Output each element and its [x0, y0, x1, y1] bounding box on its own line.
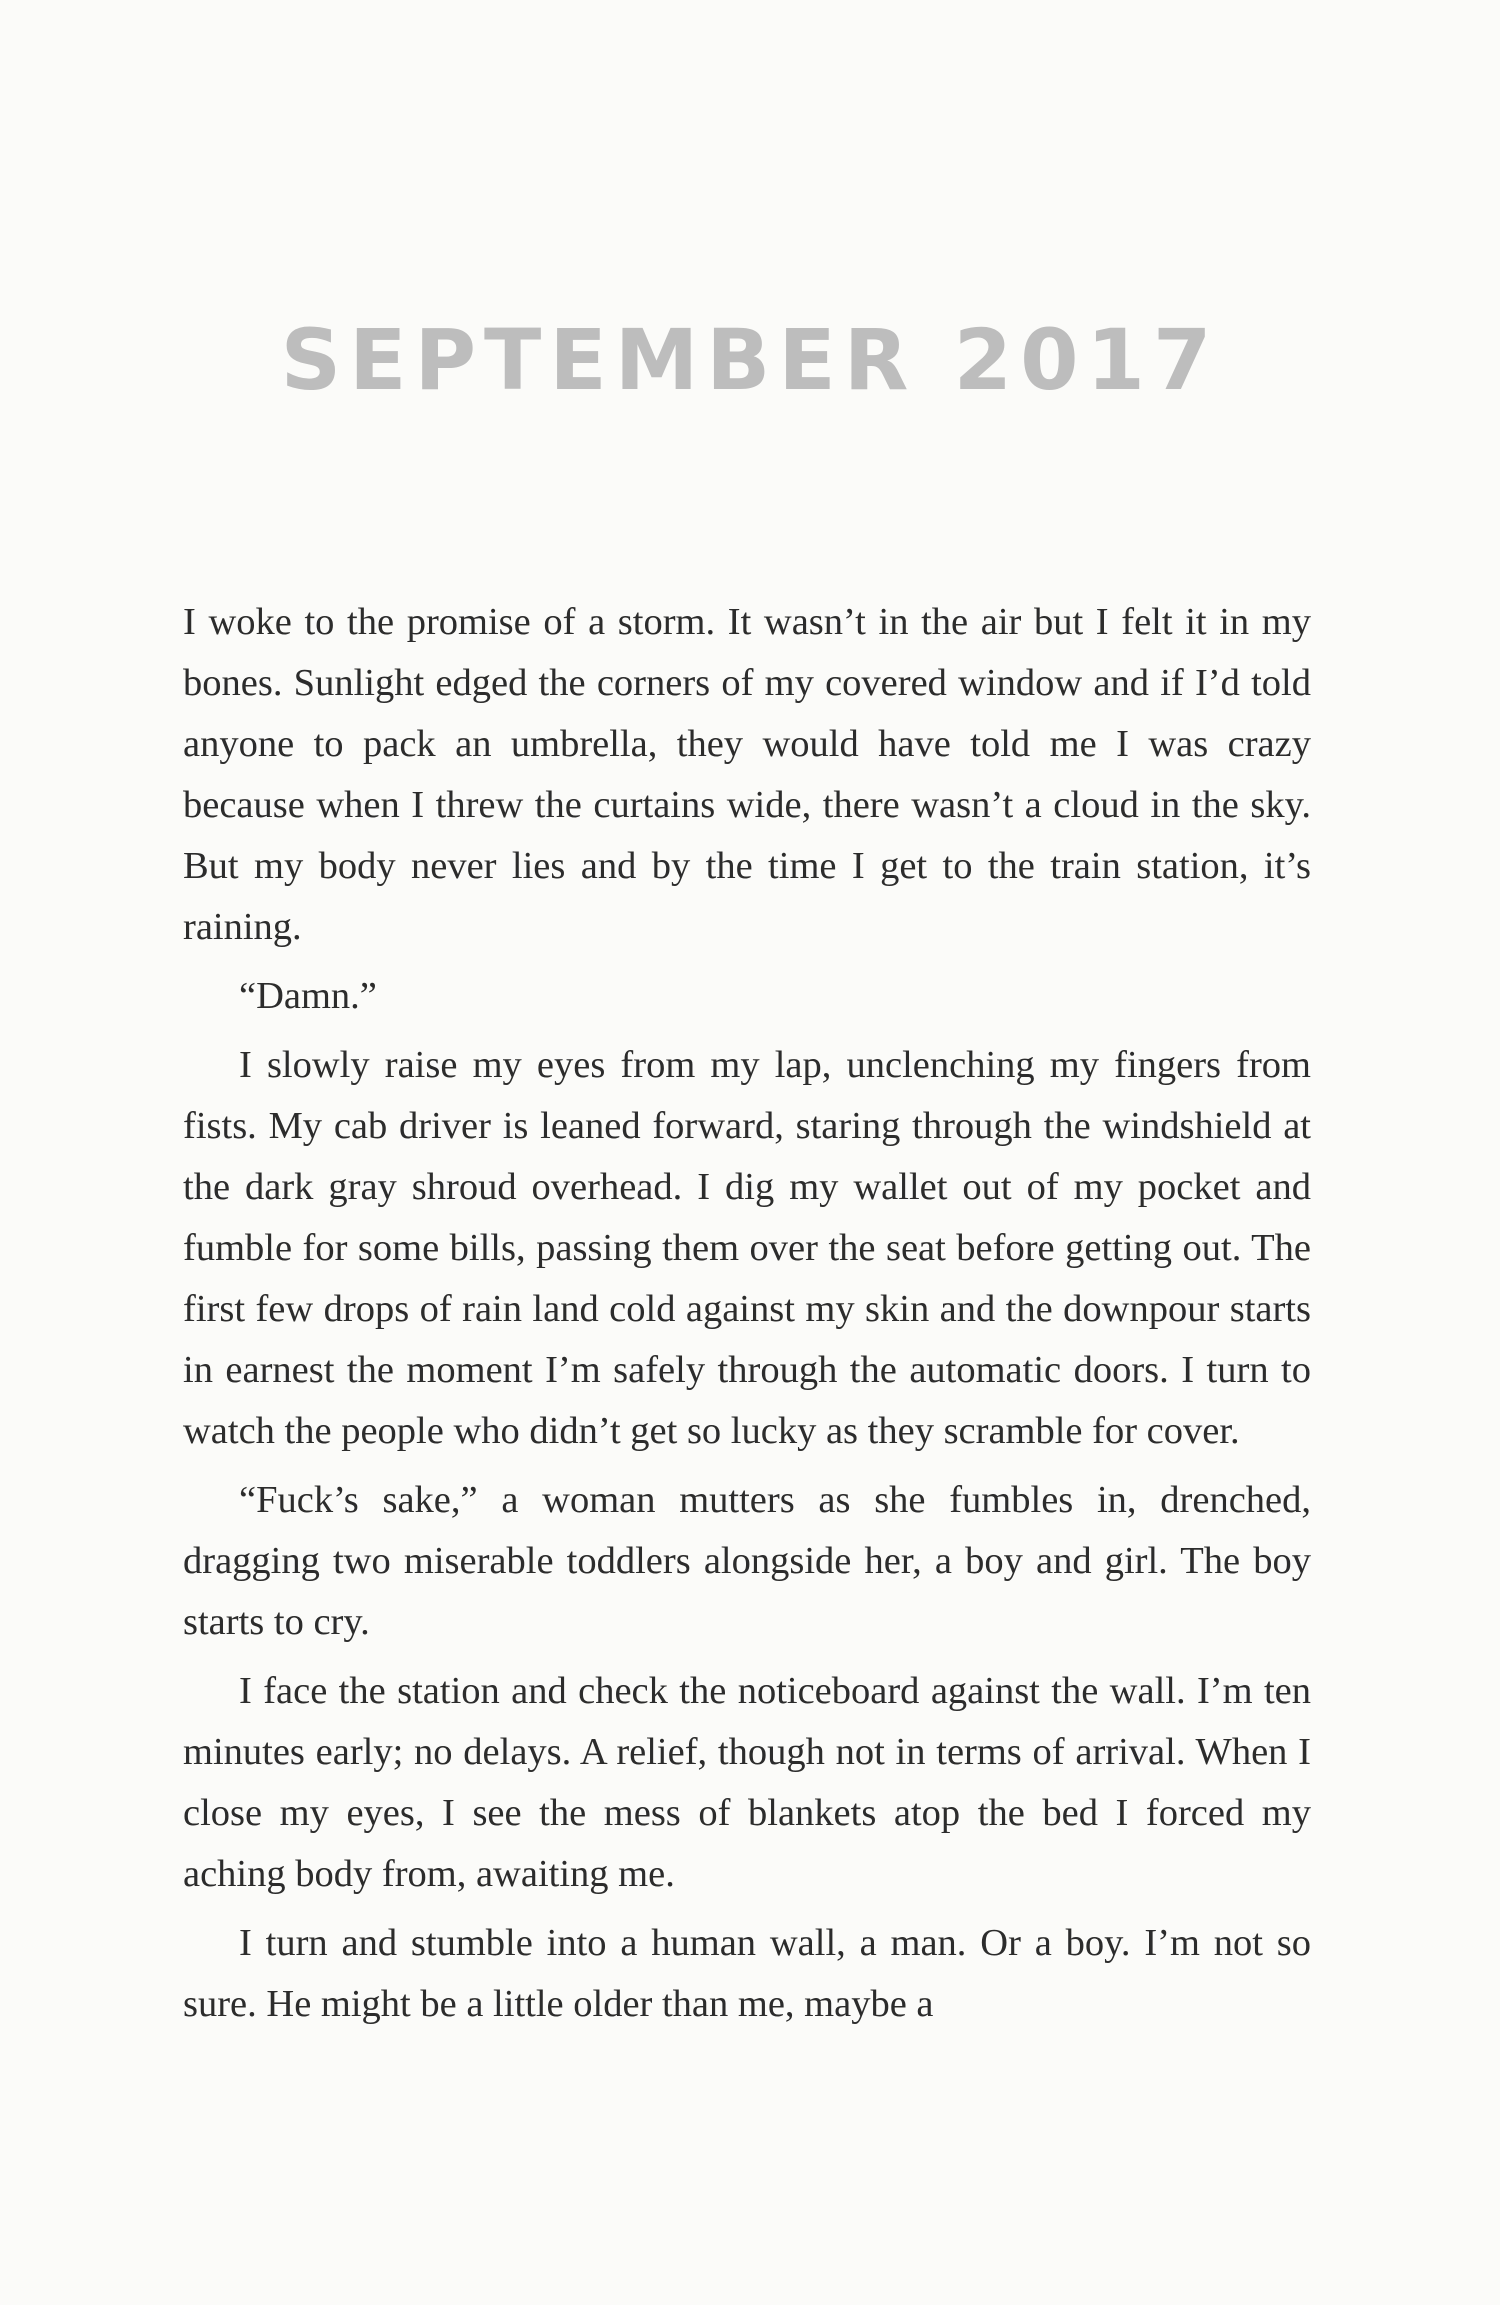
chapter-heading: SEPTEMBER 2017 — [280, 311, 1220, 409]
paragraph: I woke to the promise of a storm. It wasn’t in the air but I felt it in my bones. Sunlight edged the corners of my covered window and if I’d told anyone to pack an umbrella, they would have told me I was crazy because when I threw the curtains wide, there wasn’t a cloud in the sky. But my body never lies and by the time I get to the train station, it’s raining. — [183, 601, 1311, 948]
paragraph: I face the station and check the noticeboard against the wall. I’m ten minutes early; no delays. A relief, though not in terms of arrival. When I close my eyes, I see the mess of blankets atop the bed I forced my aching body from, awaiting me. — [183, 1670, 1311, 1895]
body-text — [183, 592, 1311, 2043]
paragraph: “Fuck’s sake,” a woman mutters as she fumbles in, drenched, dragging two miserable toddlers alongside her, a boy and girl. The boy starts to cry. — [183, 1479, 1311, 1643]
paragraph: I slowly raise my eyes from my lap, unclenching my fingers from fists. My cab driver is leaned forward, staring through the windshield at the dark gray shroud overhead. I dig my wallet out of my pocket and fumble for some bills, passing them over the seat before getting out. The first few drops of rain land cold against my skin and the downpour starts in earnest the moment I’m safely through the automatic doors. I turn to watch the people who didn’t get so lucky as they scramble for cover. — [183, 1044, 1311, 1452]
paragraph: “Damn.” — [239, 975, 377, 1017]
paragraph: I turn and stumble into a human wall, a man. Or a boy. I’m not so sure. He might be a little older than me, maybe a — [183, 1922, 1311, 2025]
